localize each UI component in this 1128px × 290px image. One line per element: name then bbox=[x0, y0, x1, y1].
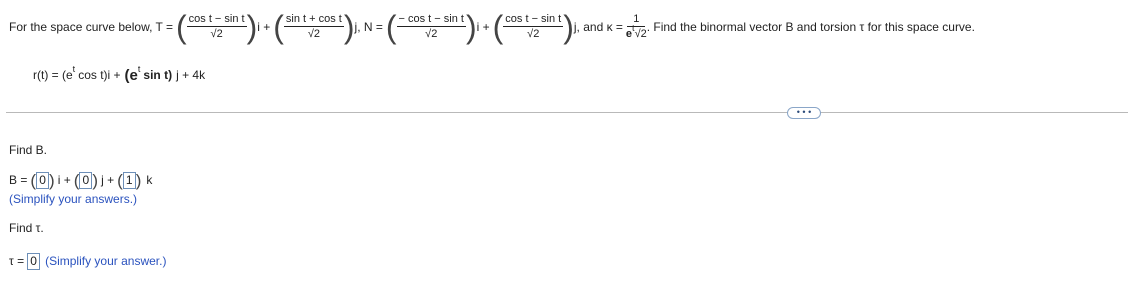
kappa-den-sqrt: √2 bbox=[634, 28, 647, 40]
problem-statement bbox=[9, 8, 975, 46]
more-options-button[interactable]: • • • bbox=[787, 107, 821, 119]
B-j-input[interactable]: 0 bbox=[79, 172, 92, 189]
B-j-group bbox=[74, 172, 98, 189]
paren-open: ( bbox=[30, 170, 37, 190]
N-j-unit: j, and κ = bbox=[573, 20, 623, 34]
T-j-denominator: √2 bbox=[307, 28, 320, 40]
r-mid1: cos t)i + bbox=[78, 68, 121, 82]
paren-open: ( bbox=[492, 9, 504, 45]
T-j-numerator: sin t + cos t bbox=[285, 13, 342, 25]
kappa-numerator: 1 bbox=[627, 13, 645, 27]
intro-text: For the space curve below, T = bbox=[9, 20, 173, 34]
paren-open: ( bbox=[385, 9, 397, 45]
B-j-unit: j + bbox=[101, 173, 115, 187]
r-sup1: t bbox=[72, 64, 76, 74]
kappa-denominator bbox=[625, 23, 647, 41]
tail-text: . Find the binormal vector B and torsion τ for this space curve. bbox=[646, 20, 975, 34]
tau-prefix: τ = bbox=[9, 254, 25, 268]
B-i-unit: i + bbox=[57, 173, 71, 187]
N-i-denominator: √2 bbox=[425, 28, 438, 40]
paren-close: ) bbox=[135, 170, 142, 190]
paren-close: ) bbox=[49, 170, 55, 190]
B-i-input[interactable]: 0 bbox=[36, 172, 49, 189]
paren-close: ) bbox=[343, 9, 355, 45]
T-j-unit: j, N = bbox=[354, 20, 383, 34]
kappa-fraction bbox=[626, 13, 647, 41]
paren-close: ) bbox=[92, 170, 99, 190]
paren-close: ) bbox=[465, 9, 477, 45]
T-i-unit: i + bbox=[257, 20, 271, 34]
B-answer-row bbox=[9, 171, 152, 189]
kappa-den-t: t bbox=[632, 23, 635, 33]
paren-open: ( bbox=[117, 170, 123, 190]
B-k-unit: k bbox=[146, 173, 153, 187]
T-i-fraction bbox=[187, 13, 247, 41]
N-i-numerator: − cos t − sin t bbox=[398, 13, 464, 25]
N-j-fraction bbox=[503, 13, 563, 41]
T-i-denominator: √2 bbox=[210, 28, 223, 40]
paren-open: ( bbox=[73, 170, 80, 190]
find-tau-label: Find τ. bbox=[9, 221, 44, 235]
r-tail: j + 4k bbox=[176, 68, 206, 82]
B-i-group bbox=[30, 172, 54, 189]
paren-close: ) bbox=[563, 9, 574, 45]
B-k-input[interactable]: 1 bbox=[123, 172, 136, 189]
tau-answer-row bbox=[9, 252, 166, 270]
B-hint: (Simplify your answers.) bbox=[9, 192, 138, 206]
r-paren-open: (e bbox=[124, 66, 138, 84]
B-k-group bbox=[117, 172, 141, 189]
paren-open: ( bbox=[273, 9, 284, 45]
r-label: r(t) = (e bbox=[33, 68, 73, 82]
T-j-fraction bbox=[284, 13, 344, 41]
tau-hint: (Simplify your answer.) bbox=[45, 254, 167, 268]
section-divider bbox=[6, 112, 1128, 113]
B-prefix: B = bbox=[9, 173, 28, 187]
N-j-numerator: cos t − sin t bbox=[505, 13, 562, 25]
paren-close: ) bbox=[246, 9, 258, 45]
r-sup2: t bbox=[137, 64, 141, 74]
r-mid2: sin t) bbox=[143, 68, 173, 82]
tau-input[interactable]: 0 bbox=[27, 253, 40, 270]
curve-definition bbox=[33, 63, 205, 87]
N-i-unit: i + bbox=[476, 20, 490, 34]
N-i-fraction bbox=[397, 13, 466, 41]
kappa-den-e: e bbox=[625, 28, 633, 40]
T-i-numerator: cos t − sin t bbox=[188, 13, 245, 25]
paren-open: ( bbox=[175, 9, 187, 45]
find-B-label: Find B. bbox=[9, 143, 48, 157]
N-j-denominator: √2 bbox=[527, 28, 540, 40]
